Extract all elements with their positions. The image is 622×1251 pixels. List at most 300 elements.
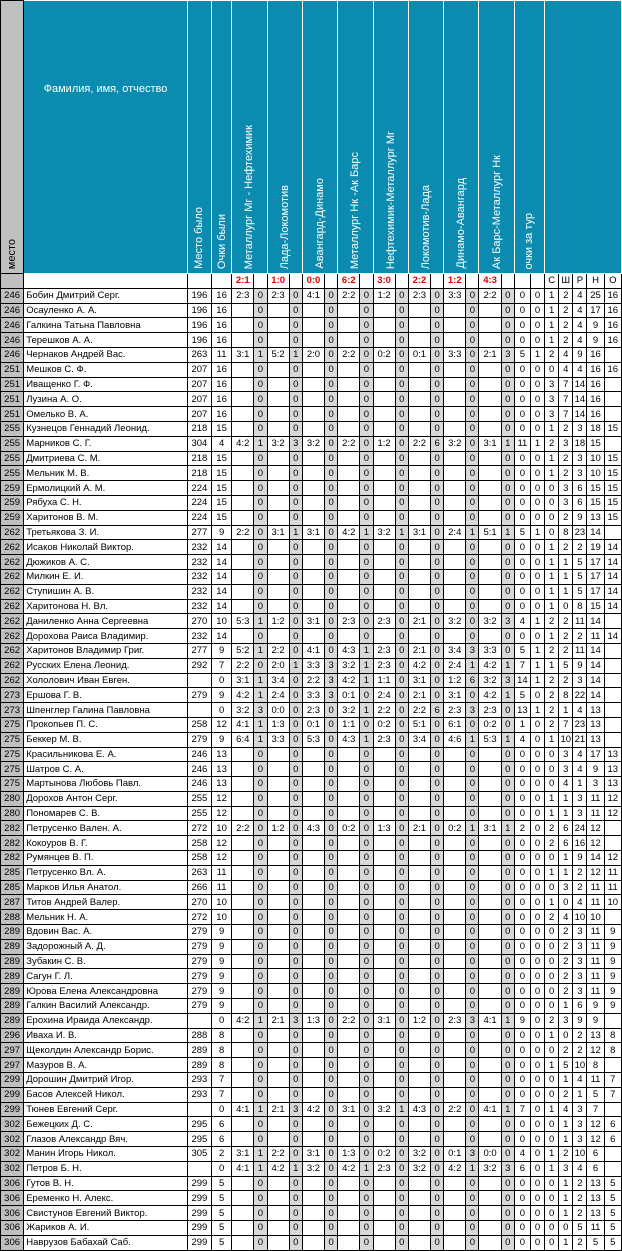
stat-cell: 4	[559, 910, 573, 925]
rank-cell: 282	[1, 836, 24, 851]
stat-cell: 0	[545, 880, 559, 895]
forecast-points-cell: 0	[254, 999, 267, 1014]
forecast-points-cell: 0	[395, 1176, 408, 1191]
stat-cell: 11	[587, 984, 604, 999]
table-row	[1, 347, 622, 362]
forecast-cell: 3:1	[479, 821, 501, 836]
forecast-cell	[267, 333, 289, 348]
stat-cell: 10	[574, 911, 586, 923]
prev-place-cell: 224	[187, 495, 211, 510]
blank-cell	[325, 274, 338, 289]
forecast-cell: 3:2	[479, 673, 501, 688]
forecast-cell	[232, 939, 254, 954]
forecast-cell: 2:2	[479, 288, 501, 303]
forecast-points-cell: 0	[360, 1102, 373, 1117]
forecast-points-cell: 1	[501, 1013, 514, 1028]
forecast-cell	[338, 1043, 360, 1058]
forecast-cell	[302, 629, 324, 644]
forecast-points-cell: 0	[360, 599, 373, 614]
forecast-cell	[408, 747, 430, 762]
forecast-cell: 3:1	[479, 436, 501, 451]
forecast-points-cell: 0	[360, 318, 373, 333]
forecast-points-cell: 0	[254, 318, 267, 333]
forecast-cell	[232, 925, 254, 940]
forecast-cell	[232, 569, 254, 584]
stat-cell: 0	[530, 1043, 544, 1058]
forecast-cell	[408, 910, 430, 925]
forecast-points-cell: 0	[360, 762, 373, 777]
stat-cell: 0	[530, 555, 544, 570]
stat-cell: 0	[530, 451, 544, 466]
stat-cell: 1	[559, 999, 573, 1014]
stat-cell: 11	[587, 925, 604, 940]
stat-cell: 19	[587, 540, 604, 555]
stat-cell: 0	[545, 1206, 559, 1221]
stat-cell: 0	[530, 333, 544, 348]
forecast-cell	[479, 584, 501, 599]
forecast-cell	[408, 1028, 430, 1043]
stat-cell: 1	[559, 865, 573, 880]
stat-cell: 3	[559, 1013, 573, 1028]
stat-cell: 1	[545, 540, 559, 555]
forecast-cell	[373, 865, 395, 880]
stat-cell: 16	[604, 303, 621, 318]
forecast-cell	[373, 777, 395, 792]
tour-points-cell: 7	[514, 1102, 530, 1117]
prev-points-cell: 9	[212, 939, 232, 954]
forecast-points-cell: 0	[360, 1147, 373, 1162]
forecast-cell	[302, 599, 324, 614]
forecast-cell	[267, 303, 289, 318]
forecast-cell: 3:2	[479, 614, 501, 629]
table-row	[1, 1087, 622, 1102]
forecast-points-cell: 0	[360, 717, 373, 732]
prev-points-cell: 15	[212, 495, 232, 510]
stat-cell: 3	[573, 673, 587, 688]
rank-cell: 262	[1, 540, 24, 555]
stat-cell: 15	[604, 421, 621, 436]
forecast-cell	[302, 495, 324, 510]
forecast-cell	[338, 999, 360, 1014]
forecast-cell	[302, 777, 324, 792]
forecast-cell	[408, 791, 430, 806]
forecast-points-cell: 0	[395, 392, 408, 407]
stat-cell: 3	[573, 1102, 587, 1117]
forecast-points-cell: 0	[325, 732, 338, 747]
forecast-points-cell: 0	[325, 1235, 338, 1250]
stat-cell: 23	[574, 719, 586, 731]
prev-points-cell: 10	[212, 895, 232, 910]
forecast-cell	[408, 1176, 430, 1191]
forecast-points-cell: 0	[431, 925, 444, 940]
stat-cell: 1	[545, 303, 559, 318]
table-row	[1, 421, 622, 436]
forecast-points-cell: 0	[501, 495, 514, 510]
forecast-points-cell: 0	[360, 880, 373, 895]
forecast-cell	[338, 318, 360, 333]
forecast-points-cell: 0	[254, 851, 267, 866]
forecast-points-cell: 0	[325, 407, 338, 422]
match-header: Лада-Локомотив	[267, 1, 302, 274]
tour-points-cell: 0	[514, 1043, 530, 1058]
forecast-points-cell: 0	[254, 1028, 267, 1043]
stat-cell: 5	[573, 584, 587, 599]
stat-cell: 18	[587, 421, 604, 436]
forecast-points-cell: 0	[466, 407, 479, 422]
forecast-points-cell: 0	[289, 673, 302, 688]
name-cell: Щеколдин Александр Борис.	[24, 1043, 188, 1058]
forecast-points-cell: 0	[289, 1132, 302, 1147]
prev-points-cell: 5	[212, 1221, 232, 1236]
forecast-points-cell: 0	[360, 1235, 373, 1250]
forecast-points-cell: 0	[289, 614, 302, 629]
forecast-points-cell: 0	[289, 806, 302, 821]
forecast-cell: 3:2	[444, 436, 466, 451]
forecast-points-cell: 0	[325, 1117, 338, 1132]
forecast-cell	[444, 777, 466, 792]
prev-place-cell: 258	[187, 851, 211, 866]
forecast-cell	[267, 1043, 289, 1058]
prev-place-cell: 279	[187, 999, 211, 1014]
name-cell: Ерохина Ираида Александр.	[24, 1013, 188, 1028]
forecast-points-cell: 1	[360, 673, 373, 688]
forecast-points-cell: 0	[501, 777, 514, 792]
forecast-points-cell: 0	[395, 880, 408, 895]
forecast-cell	[408, 954, 430, 969]
stat-cell: 0	[530, 880, 544, 895]
forecast-points-cell: 0	[395, 688, 408, 703]
forecast-cell: 2:3	[373, 614, 395, 629]
forecast-points-cell: 0	[501, 318, 514, 333]
prev-points-cell: 9	[212, 954, 232, 969]
forecast-points-cell: 0	[325, 333, 338, 348]
stat-cell: 0	[545, 1117, 559, 1132]
stat-cell: 0	[530, 836, 544, 851]
forecast-points-cell: 0	[466, 1132, 479, 1147]
forecast-cell	[408, 318, 430, 333]
forecast-cell	[302, 540, 324, 555]
table-row	[1, 895, 622, 910]
forecast-points-cell: 0	[289, 333, 302, 348]
forecast-points-cell: 0	[501, 999, 514, 1014]
name-cell: Еременко Н. Алекс.	[24, 1191, 188, 1206]
forecast-points-cell: 0	[289, 851, 302, 866]
stat-cell: 2	[559, 451, 573, 466]
forecast-cell	[479, 1058, 501, 1073]
forecast-points-cell: 0	[360, 806, 373, 821]
stat-cell: 0	[530, 865, 544, 880]
forecast-cell: 2:3	[373, 643, 395, 658]
forecast-cell	[338, 880, 360, 895]
prev-place-cell: 279	[187, 688, 211, 703]
table-row	[1, 954, 622, 969]
forecast-points-cell: 0	[254, 1206, 267, 1221]
forecast-cell	[338, 984, 360, 999]
rank-cell: 251	[1, 362, 24, 377]
forecast-points-cell: 0	[395, 806, 408, 821]
forecast-cell	[302, 466, 324, 481]
forecast-points-cell: 0	[501, 836, 514, 851]
forecast-points-cell: 0	[325, 999, 338, 1014]
forecast-cell: 2:3	[267, 288, 289, 303]
forecast-cell	[232, 791, 254, 806]
forecast-points-cell: 3	[466, 1013, 479, 1028]
forecast-points-cell: 0	[395, 584, 408, 599]
tour-points-cell: 0	[514, 569, 530, 584]
name-cell: Дмитриева С. М.	[24, 451, 188, 466]
stat-cell: 9	[587, 762, 604, 777]
prev-points-cell: 7	[212, 658, 232, 673]
forecast-points-cell: 0	[466, 910, 479, 925]
forecast-points-cell: 1	[466, 525, 479, 540]
forecast-cell	[479, 1117, 501, 1132]
forecast-cell	[373, 1043, 395, 1058]
prev-points-cell: 12	[212, 717, 232, 732]
forecast-cell	[267, 377, 289, 392]
stat-cell	[604, 525, 621, 540]
rank-cell: 262	[1, 569, 24, 584]
forecast-points-cell: 0	[466, 865, 479, 880]
stat-cell: 3	[573, 791, 587, 806]
forecast-cell	[373, 910, 395, 925]
forecast-cell	[267, 510, 289, 525]
forecast-cell: 2:2	[267, 643, 289, 658]
forecast-cell	[444, 1043, 466, 1058]
table-row	[1, 717, 622, 732]
forecast-cell	[444, 1073, 466, 1088]
blank-cell	[431, 274, 444, 289]
forecast-points-cell: 0	[501, 643, 514, 658]
table-row	[1, 481, 622, 496]
forecast-cell	[444, 392, 466, 407]
forecast-cell	[232, 806, 254, 821]
stat-cell: 5	[604, 1221, 621, 1236]
forecast-points-cell: 0	[431, 939, 444, 954]
forecast-points-cell: 0	[395, 540, 408, 555]
forecast-cell	[302, 318, 324, 333]
forecast-cell: 3:4	[408, 732, 430, 747]
forecast-points-cell: 0	[325, 643, 338, 658]
table-row	[1, 643, 622, 658]
forecast-points-cell: 0	[360, 303, 373, 318]
forecast-cell	[373, 318, 395, 333]
forecast-cell	[479, 954, 501, 969]
forecast-points-cell: 0	[431, 377, 444, 392]
stat-cell: 2	[545, 347, 559, 362]
forecast-cell	[338, 777, 360, 792]
forecast-points-cell: 0	[501, 895, 514, 910]
forecast-points-cell: 0	[466, 466, 479, 481]
stat-header: С	[545, 274, 559, 289]
stat-cell: 6	[573, 495, 587, 510]
forecast-points-cell: 0	[501, 1058, 514, 1073]
forecast-points-cell: 0	[289, 1147, 302, 1162]
forecast-cell	[232, 1132, 254, 1147]
forecast-cell	[479, 1073, 501, 1088]
stat-cell: 14	[604, 584, 621, 599]
forecast-points-cell: 0	[254, 362, 267, 377]
forecast-cell	[338, 851, 360, 866]
prev-points-cell: 8	[212, 1028, 232, 1043]
forecast-cell: 4:2	[408, 658, 430, 673]
stat-cell: 4	[573, 703, 587, 718]
forecast-points-cell: 0	[431, 851, 444, 866]
forecast-cell	[267, 1058, 289, 1073]
forecast-points-cell: 0	[466, 791, 479, 806]
forecast-cell	[232, 540, 254, 555]
forecast-points-cell: 0	[501, 791, 514, 806]
forecast-points-cell: 0	[360, 895, 373, 910]
forecast-cell	[302, 762, 324, 777]
stat-cell: 11	[587, 939, 604, 954]
rank-cell: 246	[1, 347, 24, 362]
forecast-points-cell: 0	[289, 392, 302, 407]
prev-points-cell: 11	[212, 865, 232, 880]
rank-cell: 302	[1, 1147, 24, 1162]
prev-points-cell: 0	[212, 703, 232, 718]
forecast-cell	[444, 421, 466, 436]
forecast-cell	[479, 333, 501, 348]
forecast-points-cell: 0	[431, 599, 444, 614]
stat-cell: 2	[573, 1176, 587, 1191]
stat-cell: 0	[559, 599, 573, 614]
stat-cell: 1	[559, 584, 573, 599]
forecast-points-cell: 0	[289, 555, 302, 570]
forecast-cell	[444, 954, 466, 969]
forecast-points-cell: 0	[289, 421, 302, 436]
tour-points-header: очки за тур	[514, 1, 544, 274]
forecast-points-cell: 0	[360, 629, 373, 644]
forecast-points-cell: 0	[501, 333, 514, 348]
forecast-points-cell: 0	[431, 347, 444, 362]
forecast-points-cell: 0	[254, 599, 267, 614]
forecast-points-cell: 0	[254, 421, 267, 436]
forecast-cell: 4:2	[479, 688, 501, 703]
forecast-cell	[408, 999, 430, 1014]
rank-header: место	[1, 1, 24, 274]
table-row	[1, 851, 622, 866]
stat-cell: 2	[559, 303, 573, 318]
rank-cell: 275	[1, 732, 24, 747]
table-row	[1, 999, 622, 1014]
forecast-points-cell: 0	[289, 451, 302, 466]
stat-cell: 1	[545, 288, 559, 303]
stat-cell: 5	[604, 1191, 621, 1206]
stat-cell: 15	[604, 495, 621, 510]
blank-cell	[514, 274, 530, 289]
name-cell: Лузина А. О.	[24, 392, 188, 407]
forecast-cell	[373, 569, 395, 584]
forecast-cell: 3:3	[444, 288, 466, 303]
rank-cell: 282	[1, 851, 24, 866]
forecast-points-cell: 0	[395, 1043, 408, 1058]
stat-cell: 11	[587, 880, 604, 895]
forecast-points-cell: 6	[466, 673, 479, 688]
forecast-points-cell: 0	[360, 1176, 373, 1191]
forecast-points-cell: 0	[395, 836, 408, 851]
rank-cell: 275	[1, 747, 24, 762]
forecast-points-cell: 0	[466, 510, 479, 525]
name-cell: Третьякова З. И.	[24, 525, 188, 540]
forecast-points-cell: 0	[466, 1176, 479, 1191]
forecast-cell: 0:1	[408, 347, 430, 362]
forecast-points-cell: 1	[501, 658, 514, 673]
table-row	[1, 288, 622, 303]
forecast-points-cell: 0	[289, 747, 302, 762]
stat-cell: 1	[545, 421, 559, 436]
forecast-points-cell: 0	[360, 821, 373, 836]
forecast-points-cell: 0	[289, 1087, 302, 1102]
forecast-cell: 3:1	[232, 1147, 254, 1162]
stat-cell: 1	[559, 1132, 573, 1147]
forecast-cell	[373, 466, 395, 481]
rank-cell: 273	[1, 688, 24, 703]
forecast-cell: 3:1	[302, 525, 324, 540]
forecast-points-cell: 0	[431, 865, 444, 880]
forecast-points-cell: 0	[360, 1087, 373, 1102]
forecast-points-cell: 0	[254, 525, 267, 540]
prev-place-cell: 277	[187, 525, 211, 540]
forecast-cell: 0:1	[444, 1147, 466, 1162]
forecast-cell: 2:2	[267, 1147, 289, 1162]
forecast-cell	[302, 555, 324, 570]
forecast-cell	[444, 1176, 466, 1191]
forecast-cell	[373, 392, 395, 407]
stat-cell: 0	[530, 421, 544, 436]
stat-cell: 0	[545, 925, 559, 940]
stat-cell: 2	[545, 836, 559, 851]
stat-cell: 6	[573, 481, 587, 496]
prev-points-cell: 13	[212, 777, 232, 792]
stat-cell: 4	[559, 347, 573, 362]
forecast-cell: 2:4	[444, 525, 466, 540]
stat-cell: 0	[530, 392, 544, 407]
forecast-points-cell: 0	[254, 762, 267, 777]
prev-place-cell: 258	[187, 717, 211, 732]
rank-cell: 275	[1, 777, 24, 792]
forecast-points-cell: 0	[431, 1058, 444, 1073]
blank-cell	[289, 274, 302, 289]
tour-points-cell: 7	[514, 658, 530, 673]
name-cell: Ершова Г. В.	[24, 688, 188, 703]
forecast-points-cell: 0	[289, 939, 302, 954]
forecast-cell	[232, 1176, 254, 1191]
forecast-points-cell: 0	[395, 762, 408, 777]
stat-cell	[604, 910, 621, 925]
forecast-cell	[302, 939, 324, 954]
forecast-cell	[302, 392, 324, 407]
forecast-cell	[338, 836, 360, 851]
stat-cell: 2	[545, 703, 559, 718]
forecast-cell	[444, 303, 466, 318]
forecast-cell	[338, 510, 360, 525]
stat-cell	[604, 732, 621, 747]
stat-cell: 5	[604, 1206, 621, 1221]
forecast-cell	[267, 1073, 289, 1088]
stat-cell: 0	[530, 569, 544, 584]
name-cell: Басов Алексей Никол.	[24, 1087, 188, 1102]
rank-cell: 306	[1, 1176, 24, 1191]
forecast-cell	[444, 599, 466, 614]
prev-place-cell: 218	[187, 466, 211, 481]
forecast-points-cell: 0	[289, 1117, 302, 1132]
stat-cell: 15	[604, 481, 621, 496]
prev-place-cell: 295	[187, 1132, 211, 1147]
forecast-cell: 2:2	[232, 658, 254, 673]
name-cell: Петров Б. Н.	[24, 1161, 188, 1176]
stat-cell: 1	[559, 806, 573, 821]
forecast-cell	[373, 377, 395, 392]
